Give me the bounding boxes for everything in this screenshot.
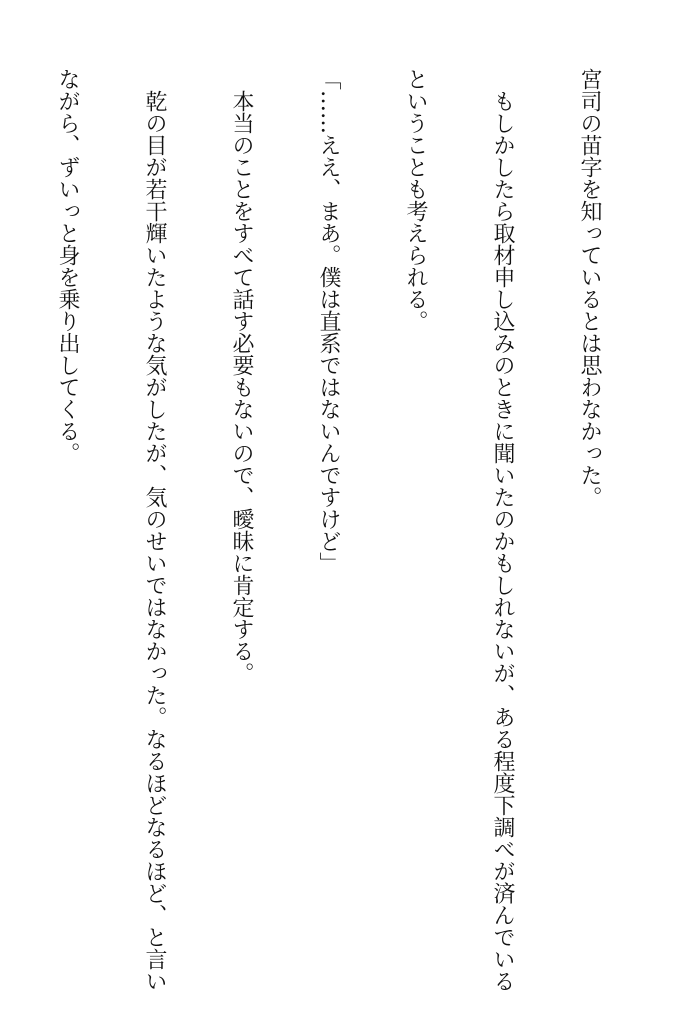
text-column-6: 乾の目が若干輝いたような気がしたが、気のせいではなかった。なるほどなるほど、と言い — [142, 68, 167, 992]
text-column-4: 「……ええ、まあ。僕は直系ではないんですけど」 — [316, 68, 341, 574]
text-column-5: 本当のことをすべて話す必要もないので、曖昧に肯定する。 — [229, 68, 254, 684]
text-column-3: ということも考えられる。 — [403, 68, 428, 332]
vertical-text-body — [0, 68, 662, 992]
text-column-2: もしかしたら取材申し込みのときに聞いたのかもしれないが、ある程度下調べが済んでいる — [490, 68, 515, 992]
text-column-1: 宮司の苗字を知っているとは思わなかった。 — [577, 68, 602, 508]
text-column-7: ながら、ずいっと身を乗り出してくる。 — [55, 68, 80, 464]
